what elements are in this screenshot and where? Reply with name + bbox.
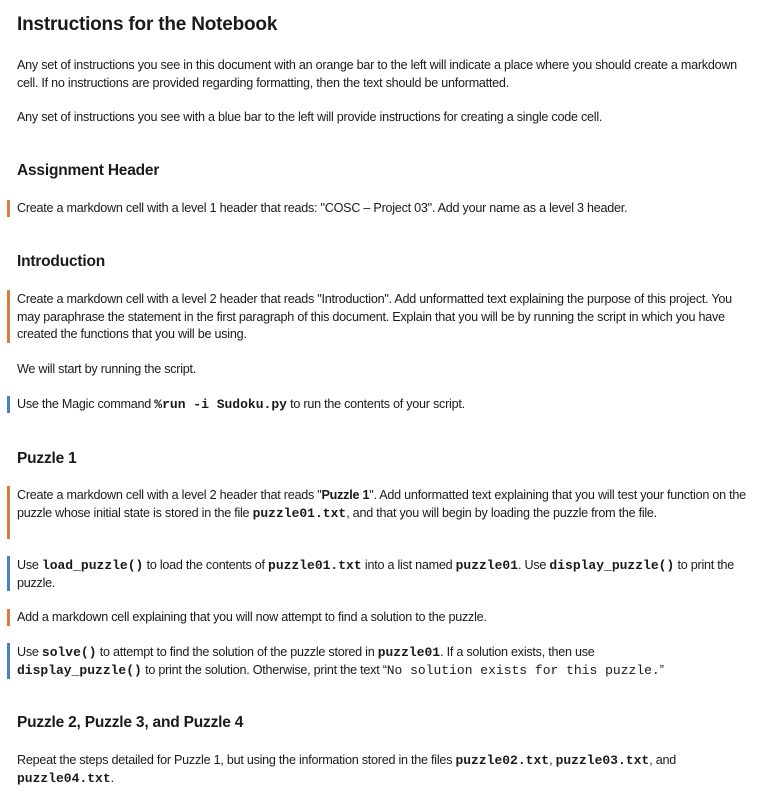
code-text: No solution exists for this puzzle.	[386, 662, 660, 678]
text: Repeat the steps detailed for Puzzle 1, but using the information stored in the files	[17, 753, 456, 767]
text: to run the contents of your script.	[286, 397, 465, 411]
text: ”	[659, 662, 664, 677]
puzzle1-code-1	[17, 557, 747, 592]
text: to load the contents of	[143, 558, 269, 572]
code: puzzle01.txt	[268, 558, 362, 573]
puzzle1-heading: Puzzle 1	[17, 450, 77, 467]
puzzle234-text	[17, 752, 747, 787]
text: to print the solution. Otherwise, print the text “	[141, 662, 387, 677]
text: . If a solution exists, then use	[440, 645, 595, 659]
blue-bar	[7, 396, 10, 413]
text: into a list named	[361, 558, 456, 572]
introduction-code-instruction	[17, 396, 747, 414]
orange-bar	[7, 609, 10, 626]
blue-bar	[7, 556, 10, 591]
code-filename: puzzle01.txt	[252, 505, 347, 521]
text: to print the puzzle.	[17, 558, 735, 590]
intro-paragraph-1: Any set of instructions you see in this document with an orange bar to the left will indicate a place where you should create a markdown cell. If no instructions are provided regarding formatting, then the text should be unformatted.	[17, 58, 737, 90]
text: Use	[17, 645, 42, 659]
code: puzzle04.txt	[17, 770, 111, 786]
text: . Use	[518, 558, 550, 572]
code: solve()	[41, 645, 97, 660]
text: , and	[649, 753, 676, 767]
code: puzzle03.txt	[555, 753, 650, 768]
text: , and that you will begin by loading the puzzle from the file.	[346, 505, 657, 520]
code: display_puzzle()	[549, 558, 675, 573]
introduction-plain: We will start by running the script.	[17, 362, 197, 376]
orange-bar	[7, 200, 10, 217]
puzzle1-code-2	[17, 644, 747, 679]
text-bold: Puzzle 1	[321, 488, 370, 502]
introduction-text: Create a markdown cell with a level 2 header that reads "Introduction". Add unformatted text explaining the purpose of this project. You may paraphrase the statement in the first paragraph of this document. Explain that you will be by running the script in which you have created the functions that you will be using.	[17, 292, 732, 341]
text: Create a markdown cell with a level 2 header that reads "	[17, 488, 322, 502]
code: puzzle02.txt	[455, 753, 550, 768]
orange-bar	[7, 290, 10, 343]
blue-bar	[7, 643, 10, 679]
text: to attempt to find the solution of the puzzle stored in	[96, 645, 378, 659]
page-title: Instructions for the Notebook	[17, 14, 278, 35]
code: puzzle01	[455, 558, 519, 573]
introduction-heading: Introduction	[17, 253, 105, 270]
code: display_puzzle()	[17, 662, 142, 678]
intro-paragraph-2: Any set of instructions you see with a blue bar to the left will provide instructions for creating a single code cell.	[17, 110, 603, 124]
assignment-header-text: Create a markdown cell with a level 1 header that reads: "COSC – Project 03". Add your name as a level 3 header.	[17, 201, 628, 215]
text: ". Add unformatted text explaining that you will test your function on the puzzle whose initial state is stored in the file	[17, 488, 746, 520]
text: Use the Magic command	[17, 397, 155, 411]
code: load_puzzle()	[41, 558, 144, 573]
code-command: %run -i Sudoku.py	[154, 397, 287, 412]
text: .	[110, 770, 114, 785]
puzzle1-markdown-2: Add a markdown cell explaining that you will now attempt to find a solution to the puzzle.	[17, 610, 487, 624]
text: ,	[549, 753, 556, 767]
code: puzzle01	[377, 645, 441, 660]
puzzle234-heading: Puzzle 2, Puzzle 3, and Puzzle 4	[17, 714, 244, 731]
orange-bar	[7, 486, 10, 539]
text: Use	[17, 558, 42, 572]
assignment-header-heading: Assignment Header	[17, 162, 160, 179]
puzzle1-markdown-1	[17, 487, 747, 522]
